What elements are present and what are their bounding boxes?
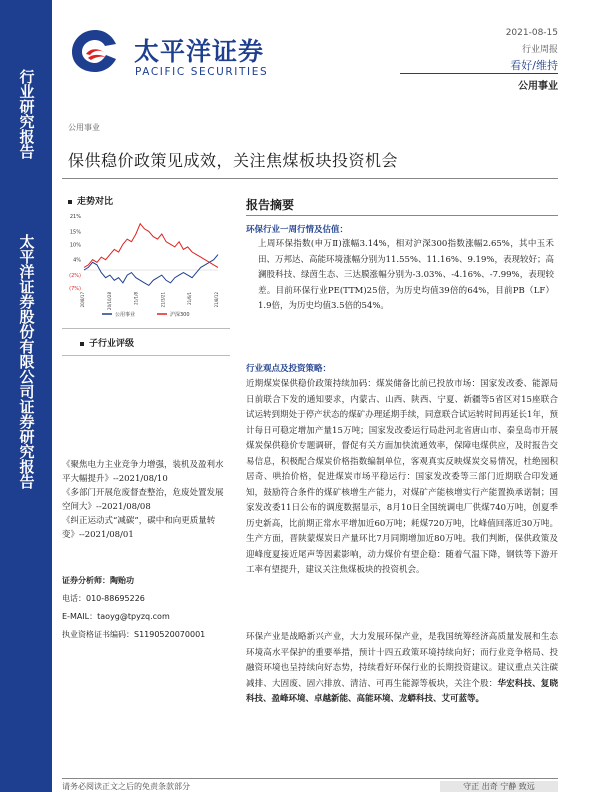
trend-heading-text: 走势对比 (77, 197, 114, 207)
related-report-item[interactable]: 《多部门开展危废督查整治，危废处置发展空间大》--2021/08/08 (62, 488, 224, 512)
rating-heading-text: 子行业评级 (89, 339, 135, 349)
rating-heading (80, 336, 134, 349)
rating-divider (62, 355, 230, 356)
legend-label: 公用事业 (115, 312, 136, 318)
small-sector-label: 公用事业 (68, 123, 100, 132)
report-date: 2021-08-15 (505, 28, 558, 38)
y-tick-label: 15% (69, 229, 81, 236)
x-tick-label: 21/6/1 (187, 292, 193, 305)
legend-label: 沪深300 (170, 312, 190, 318)
section3-text-prefix: 环保产业是战略新兴产业，大力发展环保产业，是我国统筹经济高质量发展和生态环境高水平保护的重要举措，预计十四五政策环境持续向好；而行业竞争格局、投融资环境也呈持续向好态势，持续看好环保行业的长期投资建议。建议重点关注碳减排、大固废、固六排放、清洁、可再生能源等板块，关注个股： (246, 632, 558, 689)
sidebar-company-label: 太平洋证券股份有限公司证券研究报告 (17, 233, 36, 489)
x-tick-label: 21/8/12 (214, 292, 219, 308)
y-tick-label: (2%) (69, 273, 81, 280)
analyst-email[interactable]: E-MAIL：taoyg@tpyzq.com (62, 612, 170, 621)
related-report-item[interactable]: 《聚焦电力主业竞争力增强，装机及盈利水平大幅提升》--2021/08/10 (62, 460, 224, 484)
analyst-info (62, 572, 230, 644)
y-tick-label: 4% (73, 257, 81, 264)
logo-english-name: PACIFIC SECURITIES (135, 66, 269, 78)
section3-text (246, 630, 558, 722)
header-sector: 公用事业 (518, 81, 558, 92)
header-divider (400, 73, 558, 74)
y-tick-label: 10% (69, 242, 81, 249)
y-tick-label: (7%) (69, 286, 81, 292)
section1-text: 上周环保指数(申万Ⅱ)涨幅3.14%，相对沪深300指数涨幅2.65%，其中玉禾田、万邦达、高能环境涨幅分别为11.55%、11.16%、9.19%，表现较好；高澜股科技、绿茵生态、三达膜涨幅分别为-3.03%、-4.16%、-7.99%，表现较差。目前环保行业PE(TTM)25倍，为历史均值39倍的64%，目前PB（LF）1.9倍，为历史均值3.5倍的54%。 (258, 239, 554, 311)
analyst-phone: 电话：010-88695226 (62, 594, 145, 603)
analyst-license: 执业资格证书编码：S1190520070001 (62, 630, 206, 639)
logo-chinese-name: 太平洋证券 (134, 37, 265, 66)
section3-stocks: 华宏科技、复晓科技、盈峰环境、卓越新能、高能环境、龙蟒科技、艾可蓝等。 (246, 678, 558, 704)
footer-motto: 守正 出奇 宁静 致远 (440, 781, 558, 792)
summary-divider (246, 215, 558, 216)
related-report-item[interactable]: 《纠正运动式“减碳”，碳中和向更质量转变》--2021/08/01 (62, 516, 216, 540)
report-type: 行业周报 (521, 45, 558, 55)
x-tick-label: 20/10/28 (106, 292, 112, 310)
related-reports (62, 458, 230, 542)
x-tick-label: 21/3/21 (160, 292, 166, 308)
footer-divider (62, 778, 558, 779)
section2-text: 近期煤炭保供稳价政策持续加码：煤炭储备比前已投放市场：国家发改委、能源局日前联合下发的通知要求，内蒙古、山西、陕西、宁夏、新疆等5省区对15座联合试运转到期处于停产状态的煤矿办理延期手续，同意联合试运转时间再延长1年，预计每日可稳定增加产量15万吨；国家发改委运行局赴河北省唐山市、秦皇岛市开展煤炭保供稳价专题调研，督促有关方面加快流通效率，保障电煤供应，及时报告交易信息，积极配合煤炭价格指数编制单位，客观真实反映煤炭交易情况，杜绝囤积居奇、哄抬价格，促进煤炭市场平稳运行：国家发改委等三部门近期联合印发通知，鼓励符合条件的煤矿核增生产能力，对煤矿产能核增实行产能置换承诺制；国家发改委11日公布的调度数据显示，8月10日全国统调电厂供煤740万吨，创夏季历史新高，比前期正常水平增加近60万吨；耗煤720万吨，比峰值回落近30万吨。生产方面，晋陕蒙煤炭日产量环比7月同期增加近80万吨。我们判断，保供政策及迎峰度夏接近尾声等因素影响，动力煤价有望企稳：随着气温下降，钢铁等下游开工率有望提升，建议关注焦煤板块的投资机会。 (246, 379, 558, 575)
trend-chart (62, 210, 222, 322)
analyst-name: 陶贻功 (110, 576, 134, 585)
title-divider (62, 178, 558, 179)
trend-heading (68, 194, 113, 207)
summary-heading: 报告摘要 (246, 198, 295, 212)
x-tick-label: 20/8/17 (80, 292, 85, 308)
section2-title: 行业观点及投资策略： (246, 364, 332, 374)
bullet-square-icon (80, 342, 84, 346)
rating-label: 看好/维持 (510, 59, 558, 72)
pacific-securities-logo-icon (70, 28, 120, 74)
section1-title: 环保行业一周行情及估值： (246, 225, 349, 235)
analyst-line (62, 572, 230, 590)
page-title: 保供稳价政策见成效，关注焦煤板块投资机会 (68, 151, 399, 170)
analyst-label: 证券分析师： (62, 576, 110, 585)
footer-disclaimer: 请务必阅读正文之后的免责条款部分 (62, 782, 190, 791)
y-tick-label: 21% (69, 214, 81, 220)
x-tick-label: 21/1/8 (133, 292, 139, 305)
bullet-square-icon (68, 200, 72, 204)
left-sidebar (0, 0, 52, 792)
series-line (84, 224, 218, 268)
sidebar-top-label: 行业研究报告 (17, 69, 36, 159)
chart-divider (62, 328, 230, 329)
